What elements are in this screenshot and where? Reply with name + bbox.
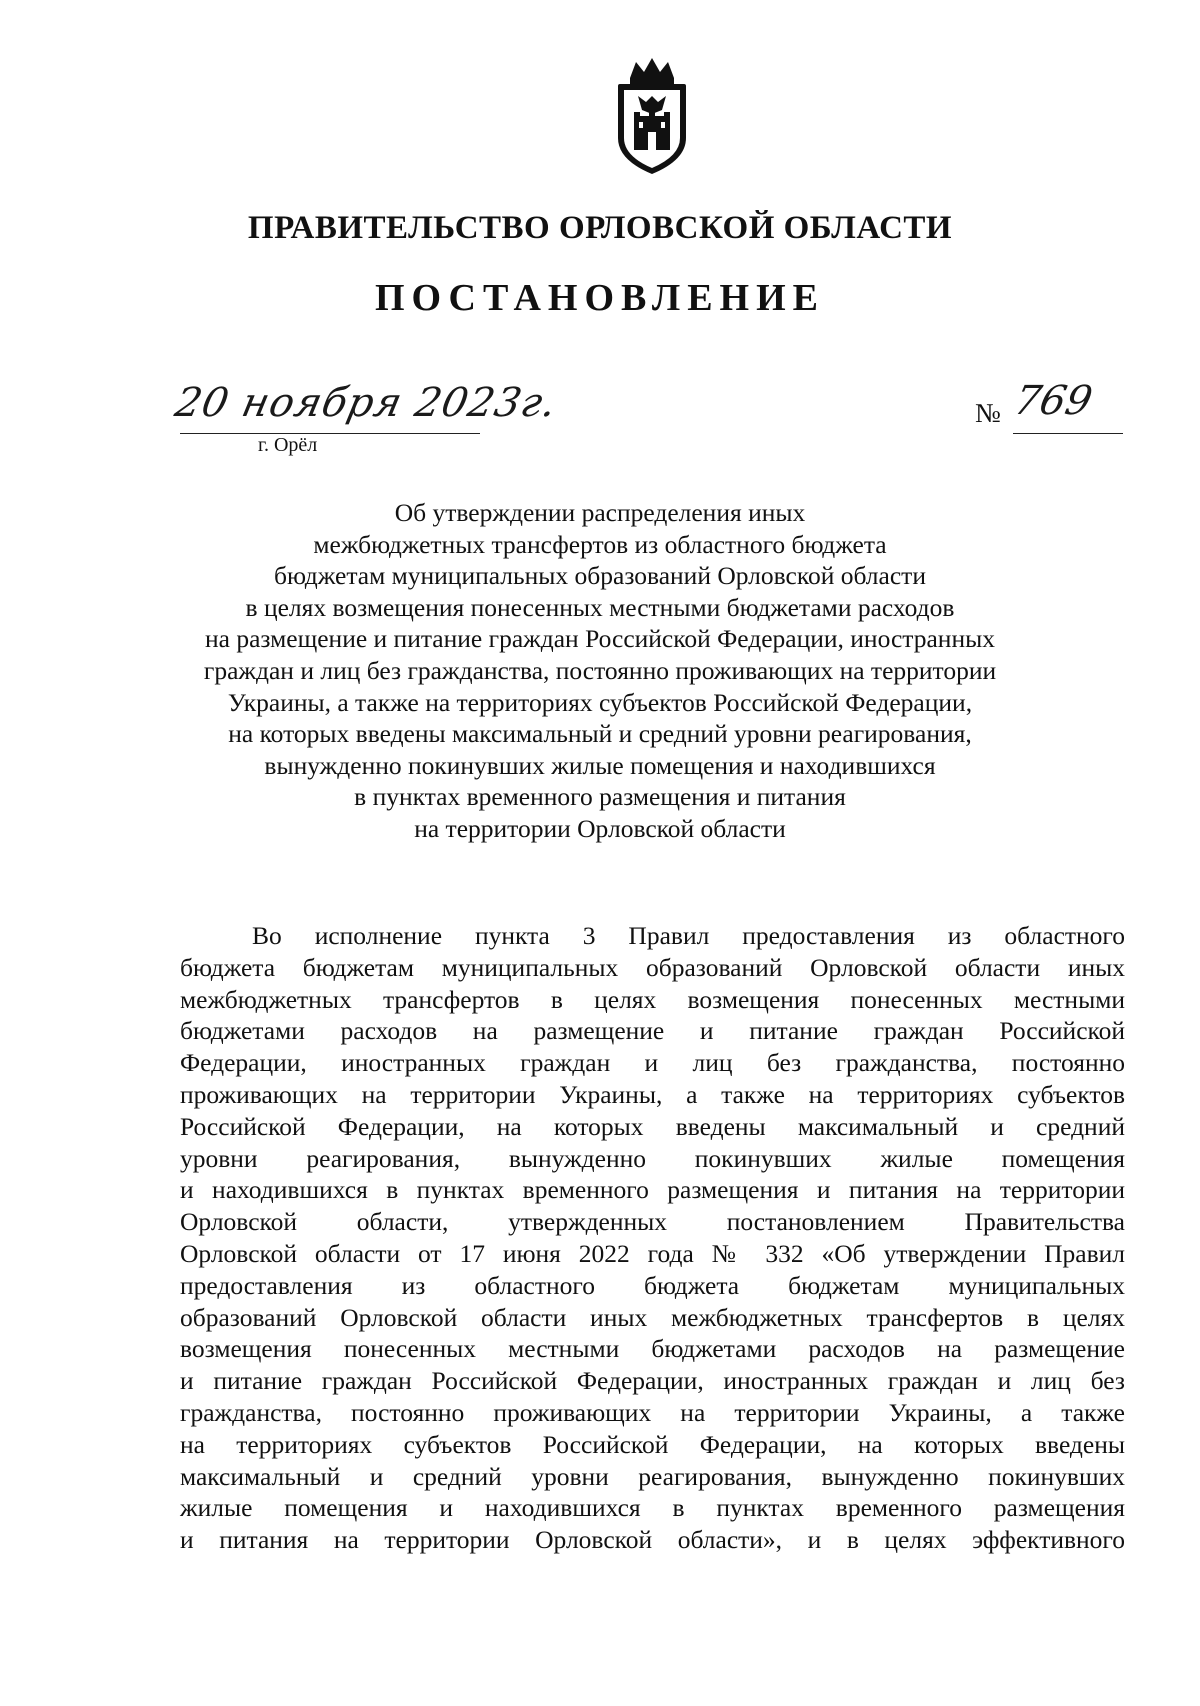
body-line: образований Орловской области иных межбюджетных трансфертов в целях — [180, 1302, 1125, 1332]
body-line: Федерации, иностранных граждан и лиц без гражданства, постоянно — [180, 1048, 1125, 1078]
body-line: и питания на территории Орловской области», и в целях эффективного — [180, 1525, 1125, 1555]
body-line: уровни реагирования, вынужденно покинувших жилые помещения — [180, 1143, 1125, 1173]
body-line: проживающих на территории Украины, а также на территориях субъектов — [180, 1079, 1125, 1109]
body-line: бюджетами расходов на размещение и питание граждан Российской — [180, 1016, 1125, 1046]
body-line: возмещения понесенных местными бюджетами расходов на размещение — [180, 1334, 1125, 1364]
body-line: на территориях субъектов Российской Федерации, на которых введены — [180, 1429, 1125, 1459]
subject-line: бюджетам муниципальных образований Орловской области — [274, 561, 926, 591]
body-line: Орловской области, утвержденных постановлением Правительства — [180, 1207, 1125, 1237]
subject-line: граждан и лиц без гражданства, постоянно проживающих на территории — [203, 655, 997, 685]
document-type-title: ПОСТАНОВЛЕНИЕ — [374, 277, 826, 319]
body-line: жилые помещения и находившихся в пунктах временного размещения — [180, 1493, 1125, 1523]
handwritten-date: 20 ноября 2023г. — [171, 380, 562, 426]
subject-line: на размещение и питание граждан Российской Федерации, иностранных — [205, 624, 995, 654]
document-subject — [150, 497, 1050, 845]
body-line: Российской Федерации, на которых введены максимальный и средний — [180, 1111, 1125, 1141]
city-label: г. Орёл — [258, 434, 318, 456]
body-line: предоставления из областного бюджета бюджетам муниципальных — [180, 1270, 1125, 1300]
subject-line: Украины, а также на территориях субъектов Российской Федерации, — [227, 687, 973, 717]
date-underline — [180, 433, 480, 434]
body-line: бюджета бюджетам муниципальных образований Орловской области иных — [180, 952, 1125, 982]
number-underline — [1013, 433, 1123, 434]
body-line: и питание граждан Российской Федерации, иностранных граждан и лиц без — [180, 1366, 1125, 1396]
document-body — [180, 920, 1125, 1556]
body-line: Во исполнение пункта 3 Правил предоставления из областного — [252, 921, 1125, 950]
body-line: и находившихся в пунктах временного размещения и питания на территории — [180, 1175, 1125, 1205]
body-line: гражданства, постоянно проживающих на территории Украины, а также — [180, 1397, 1125, 1427]
number-label: № — [975, 398, 1001, 428]
organization-title: ПРАВИТЕЛЬСТВО ОРЛОВСКОЙ ОБЛАСТИ — [247, 210, 953, 246]
subject-line: в пунктах временного размещения и питания — [354, 782, 846, 812]
subject-line: в целях возмещения понесенных местными бюджетами расходов — [245, 592, 955, 622]
subject-line: на которых введены максимальный и средний уровни реагирования, — [228, 719, 972, 749]
subject-line: межбюджетных трансфертов из областного бюджета — [313, 529, 887, 559]
subject-line: вынужденно покинувших жилые помещения и находившихся — [264, 750, 936, 780]
body-line: межбюджетных трансфертов в целях возмещения понесенных местными — [180, 984, 1125, 1014]
body-line: Орловской области от 17 июня 2022 года № 332 «Об утверждении Правил — [180, 1238, 1125, 1268]
subject-line: Об утверждении распределения иных — [394, 498, 806, 527]
subject-line: на территории Орловской области — [414, 813, 786, 843]
coat-of-arms-icon — [610, 56, 694, 176]
handwritten-number: 769 — [1010, 378, 1097, 424]
body-line: максимальный и средний уровни реагирования, вынужденно покинувших — [180, 1461, 1125, 1491]
